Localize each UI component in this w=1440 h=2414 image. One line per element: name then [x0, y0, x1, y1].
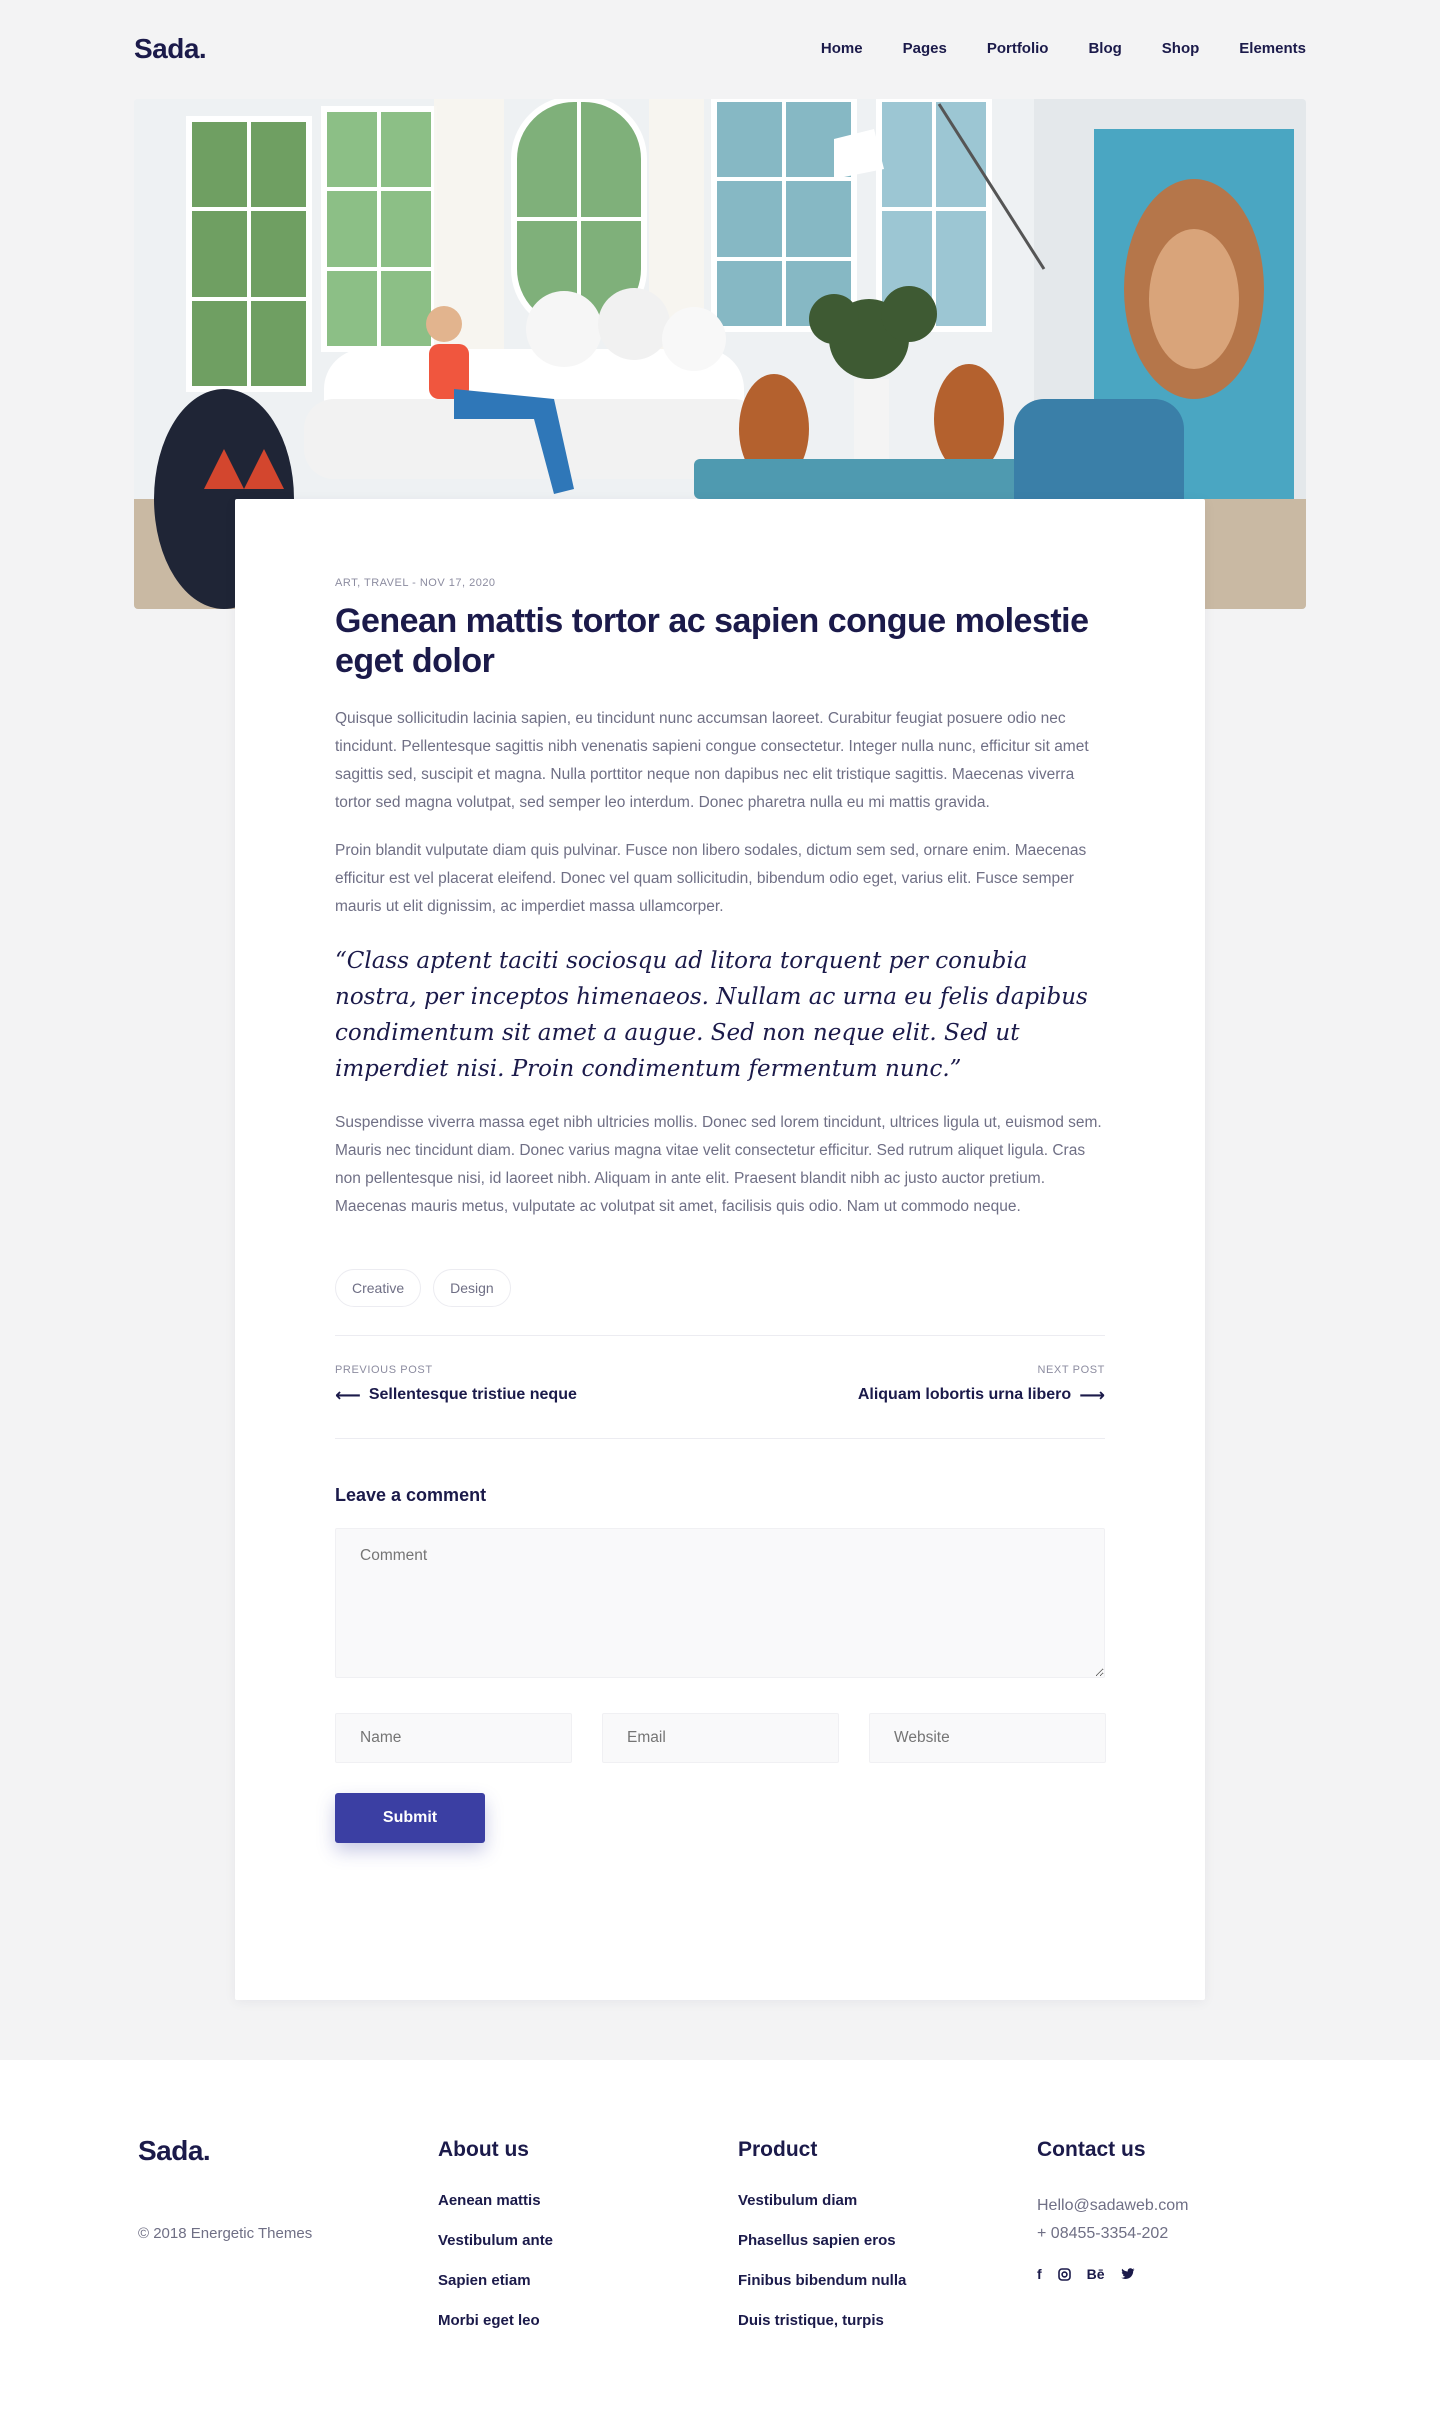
post-meta: ART, TRAVEL - NOV 17, 2020: [335, 577, 496, 589]
site-footer: [0, 2060, 1440, 2414]
arrow-right-icon: ⟶: [1079, 1385, 1105, 1405]
footer-link[interactable]: Vestibulum diam: [738, 2192, 858, 2209]
post-title: Genean mattis tortor ac sapien congue molestie eget dolor: [335, 602, 1089, 680]
footer-copyright: © 2018 Energetic Themes: [138, 2225, 313, 2242]
footer-about: [438, 2138, 553, 2352]
article-content: [335, 577, 1105, 1843]
site-logo[interactable]: Sada.: [134, 33, 207, 64]
arrow-left-icon: ⟵: [335, 1385, 361, 1405]
footer-link[interactable]: Finibus bibendum nulla: [738, 2272, 907, 2289]
footer-product-heading: Product: [738, 2138, 818, 2161]
website-field[interactable]: [869, 1713, 1106, 1763]
behance-icon[interactable]: Bē: [1086, 2266, 1105, 2282]
previous-post-title: Sellentesque tristiue neque: [368, 1386, 577, 1403]
footer-link[interactable]: Morbi eget leo: [438, 2312, 540, 2329]
email-field[interactable]: [602, 1713, 839, 1763]
comment-input[interactable]: [335, 1528, 1105, 1678]
tag-design[interactable]: Design: [433, 1269, 511, 1307]
nav-portfolio[interactable]: Portfolio: [986, 40, 1049, 57]
instagram-icon[interactable]: [1058, 2268, 1071, 2281]
footer-logo[interactable]: Sada.: [138, 2135, 211, 2166]
nav-blog[interactable]: Blog: [1088, 40, 1122, 57]
comment-heading: Leave a comment: [335, 1485, 487, 1505]
footer-product: [738, 2138, 906, 2352]
tag-list: [335, 1269, 1105, 1307]
footer-link[interactable]: Aenean mattis: [438, 2192, 541, 2209]
footer-about-heading: About us: [438, 2138, 529, 2161]
footer-link[interactable]: Vestibulum ante: [438, 2232, 554, 2249]
contact-phone: + 08455-3354-202: [1037, 2225, 1169, 2242]
footer-contact-heading: Contact us: [1037, 2138, 1146, 2161]
post-paragraph-3: Suspendisse viverra massa eget nibh ultricies mollis. Donec sed lorem tincidunt, ultrices ligula ut, euismod sem. Mauris nec tincidunt diam. Donec varius magna vitae velit consectetur efficitur. Sed rutrum aliquet ligula. Cras non pellentesque nisi, id laoreet nibh. Aliquam in ante elit. Praesent blandit nibh ac justo auctor pretium. Maecenas mauris metus, vulputate ac volutpat sit amet, facilisis quis odio. Nam ut commodo neque.: [335, 1114, 1102, 1215]
tag-creative[interactable]: Creative: [335, 1269, 421, 1307]
footer-link[interactable]: Phasellus sapien eros: [738, 2232, 896, 2249]
post-navigation: [335, 1335, 1105, 1439]
footer-contact: [1037, 2138, 1188, 2282]
post-paragraph-1: Quisque sollicitudin lacinia sapien, eu tincidunt nunc accumsan laoreet. Curabitur feugiat posuere odio nec tincidunt. Pellentesque sagittis nibh venenatis sapieni congue consectetur. Integer nulla nunc, efficitur sit amet sagittis sed, suscipit et magna. Nulla porttitor neque non dapibus nec elit tristique sagittis. Maecenas viverra tortor sed magna volutpat, sed semper leo interdum. Donec pharetra nulla eu mi mattis gravida.: [335, 710, 1089, 811]
name-field[interactable]: [335, 1713, 572, 1763]
nav-pages[interactable]: Pages: [902, 40, 947, 57]
footer-link[interactable]: Duis tristique, turpis: [738, 2312, 884, 2329]
article-card: [235, 499, 1205, 2000]
contact-email[interactable]: Hello@sadaweb.com: [1037, 2197, 1189, 2214]
submit-button[interactable]: Submit: [335, 1793, 485, 1843]
previous-post-label: PREVIOUS POST: [335, 1364, 433, 1376]
next-post-title: Aliquam lobortis urna libero: [857, 1386, 1072, 1403]
next-post-link[interactable]: [858, 1364, 1105, 1404]
footer-link[interactable]: Sapien etiam: [438, 2272, 531, 2289]
next-post-label: NEXT POST: [1037, 1364, 1105, 1376]
nav-elements[interactable]: Elements: [1239, 40, 1306, 57]
site-header: [0, 0, 1440, 100]
post-quote: “Class aptent taciti sociosqu ad litora torquent per conubia nostra, per inceptos himenaeos. Nullam ac urna eu felis dapibus condimentum sit amet a augue. Sed non neque elit. Sed ut imperdiet nisi. Proin condimentum fermentum nunc.”: [335, 948, 1088, 1082]
main-nav: [821, 40, 1306, 57]
social-links: [1037, 2266, 1188, 2282]
twitter-icon[interactable]: [1121, 2268, 1135, 2280]
post-paragraph-2: Proin blandit vulputate diam quis pulvinar. Fusce non libero sodales, dictum sem sed, ornare enim. Maecenas efficitur est vel placerat eleifend. Donec vel quam sollicitudin, bibendum odio eget, varius elit. Fusce semper mauris ut elit dignissim, ac imperdiet massa ullamcorper.: [335, 842, 1087, 915]
nav-home[interactable]: Home: [820, 40, 863, 57]
previous-post-link[interactable]: [335, 1364, 577, 1404]
nav-shop[interactable]: Shop: [1161, 40, 1200, 57]
comment-fields: [335, 1713, 1105, 1763]
facebook-icon[interactable]: f: [1037, 2266, 1042, 2282]
